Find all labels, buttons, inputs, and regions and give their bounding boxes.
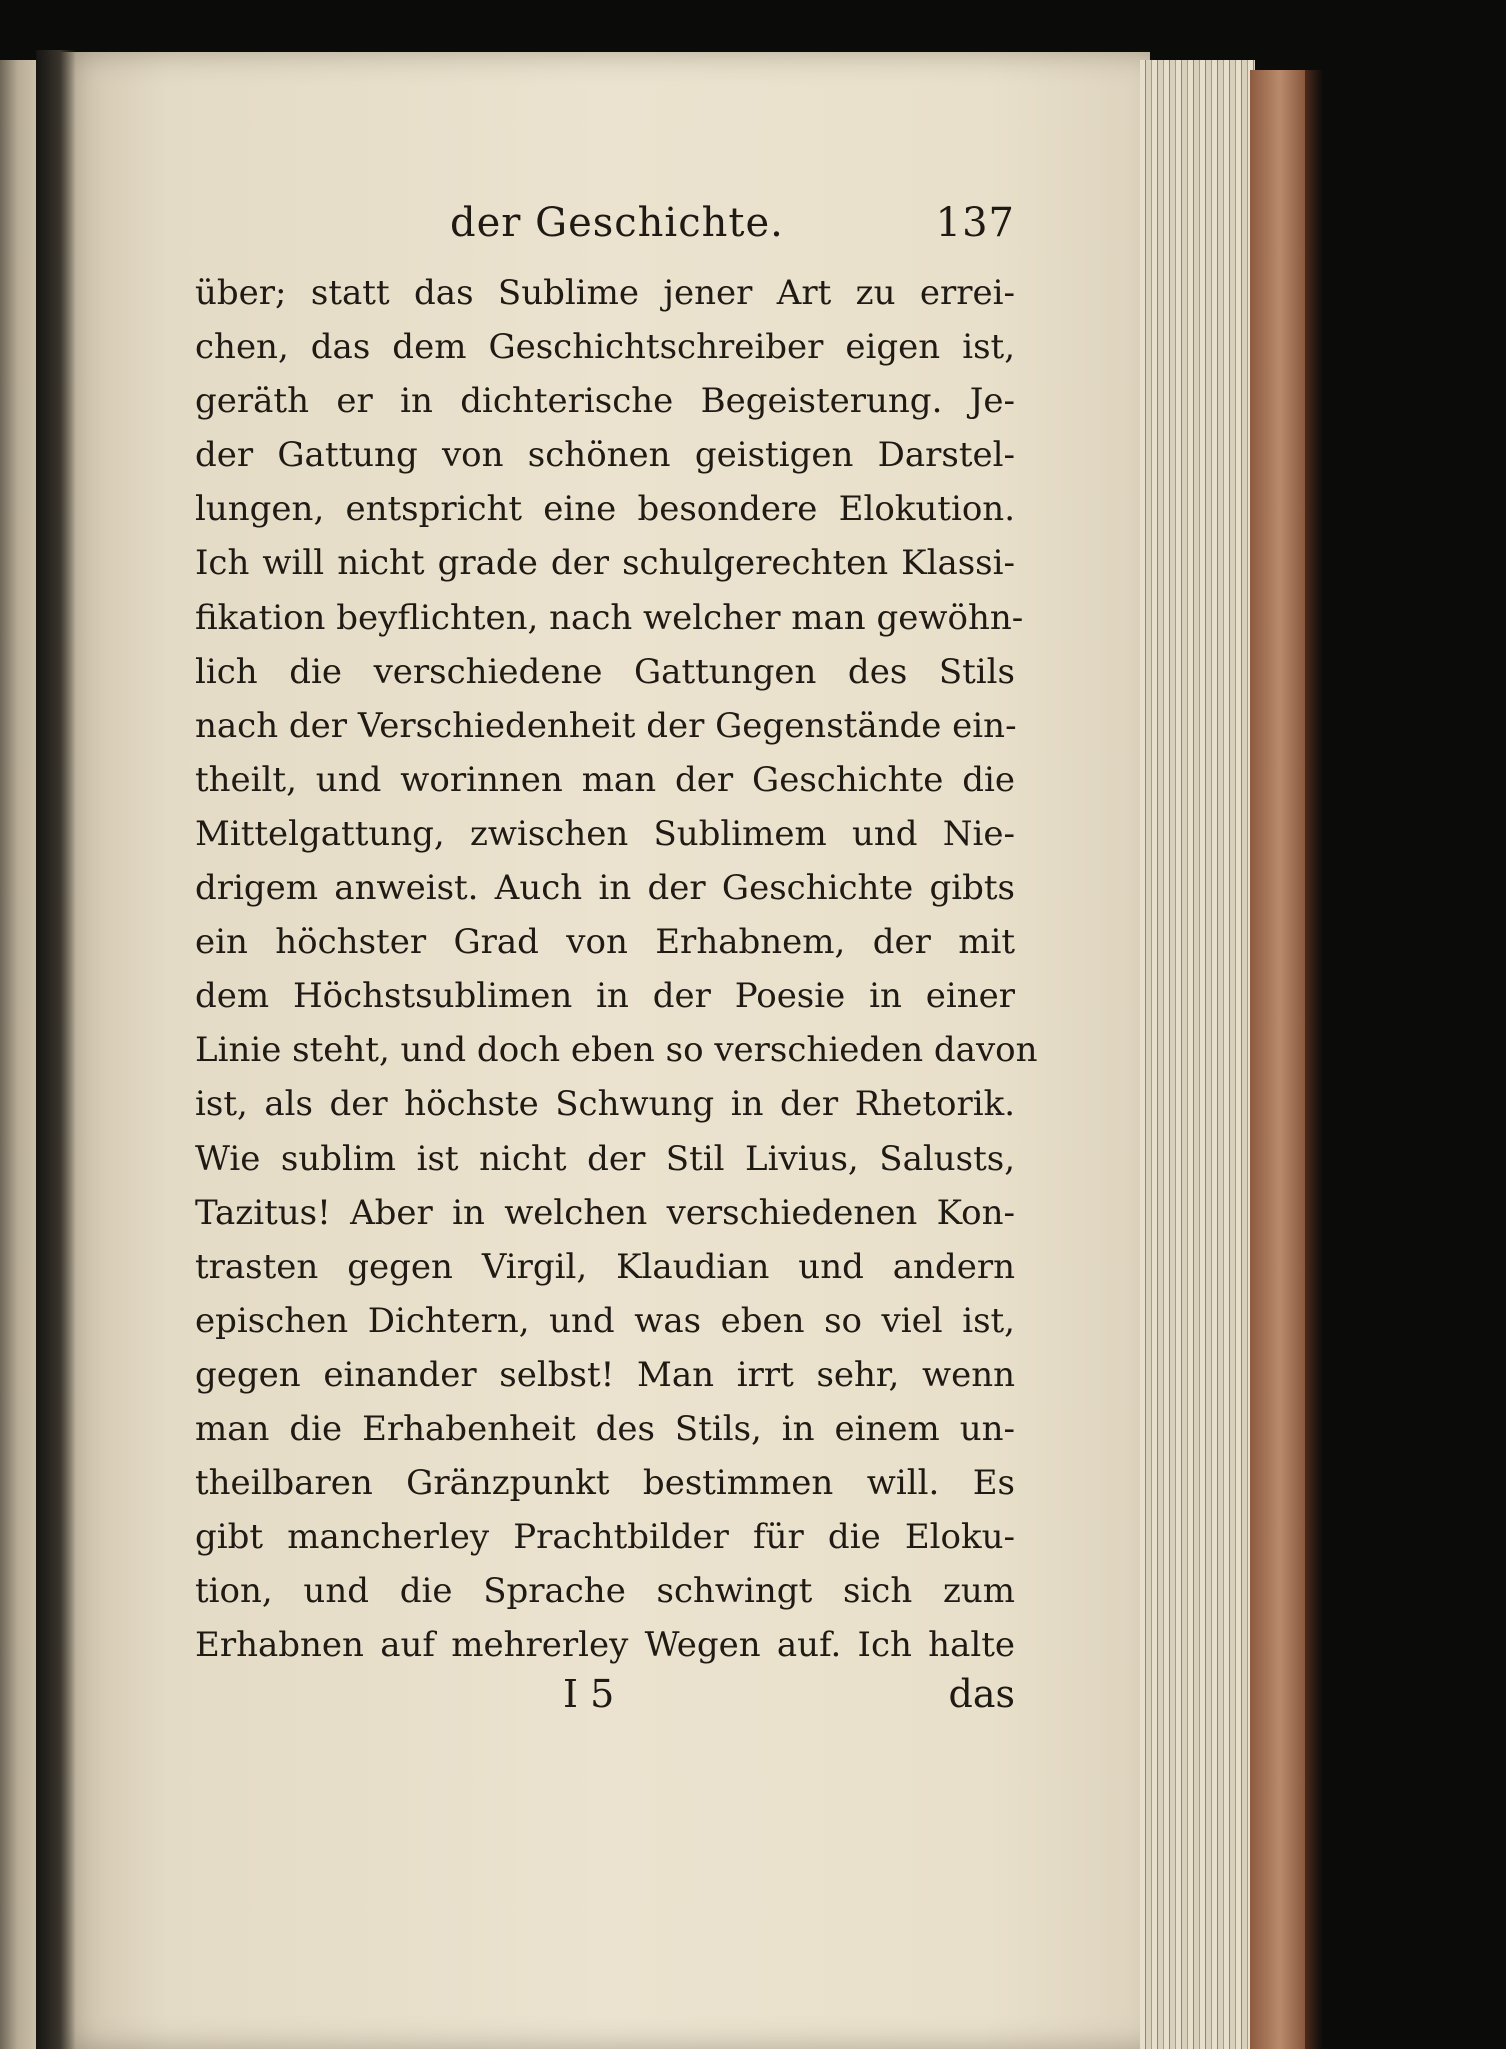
text-line: chen, das dem Geschichtschreiber eigen ist, xyxy=(195,327,1015,368)
cover-edge xyxy=(1305,70,1323,2049)
text-line: fikation beyflichten, nach welcher man gewöhn- xyxy=(195,597,1024,638)
text-line: trasten gegen Virgil, Klaudian und andern xyxy=(195,1246,1015,1287)
page-number: 137 xyxy=(935,200,1015,246)
text-line: man die Erhabenheit des Stils, in einem un- xyxy=(195,1408,1015,1449)
page-edges-stack xyxy=(1140,60,1255,2049)
page-footer xyxy=(195,1672,1015,1728)
text-line: lungen, entspricht eine besondere Elokution. xyxy=(195,489,1015,530)
text-line: Wie sublim ist nicht der Stil Livius, Salusts, xyxy=(195,1138,1015,1179)
text-block xyxy=(195,200,1038,1728)
body-text xyxy=(195,266,1038,1672)
text-line: der Gattung von schönen geistigen Darstel- xyxy=(195,435,1015,476)
running-head xyxy=(195,200,1015,266)
running-title: der Geschichte. xyxy=(450,200,784,246)
signature-mark: I 5 xyxy=(563,1672,615,1717)
text-line: dem Höchstsublimen in der Poesie in einer xyxy=(195,976,1015,1017)
text-line: theilbaren Gränzpunkt bestimmen will. Es xyxy=(195,1463,1015,1504)
text-line: nach der Verschiedenheit der Gegenstände ein- xyxy=(195,705,1017,746)
text-line: Ich will nicht grade der schulgerechten Klassi- xyxy=(195,543,1015,584)
previous-page-edge xyxy=(0,60,40,2049)
text-line: ein höchster Grad von Erhabnem, der mit xyxy=(195,922,1015,963)
text-line: ist, als der höchste Schwung in der Rhetorik. xyxy=(195,1084,1015,1125)
text-line: Linie steht, und doch eben so verschieden davon xyxy=(195,1030,1038,1071)
leather-cover xyxy=(1250,70,1310,2049)
text-line: Tazitus! Aber in welchen verschiedenen Kon- xyxy=(195,1192,1015,1233)
text-line: gegen einander selbst! Man irrt sehr, wenn xyxy=(195,1354,1015,1395)
text-line: tion, und die Sprache schwingt sich zum xyxy=(195,1571,1015,1612)
text-line: Mittelgattung, zwischen Sublimem und Nie- xyxy=(195,813,1015,854)
text-line: gibt mancherley Prachtbilder für die Eloku- xyxy=(195,1517,1015,1558)
text-line: theilt, und worinnen man der Geschichte die xyxy=(195,759,1015,800)
text-line: über; statt das Sublime jener Art zu errei- xyxy=(195,273,1015,313)
page-gutter xyxy=(36,50,76,2049)
text-line: geräth er in dichterische Begeisterung. Je- xyxy=(195,381,1015,422)
text-line: drigem anweist. Auch in der Geschichte gibts xyxy=(195,868,1015,909)
catchword: das xyxy=(948,1672,1015,1717)
text-line: lich die verschiedene Gattungen des Stils xyxy=(195,651,1015,692)
text-line: Erhabnen auf mehrerley Wegen auf. Ich halte xyxy=(195,1625,1015,1666)
text-line: epischen Dichtern, und was eben so viel ist, xyxy=(195,1300,1015,1341)
